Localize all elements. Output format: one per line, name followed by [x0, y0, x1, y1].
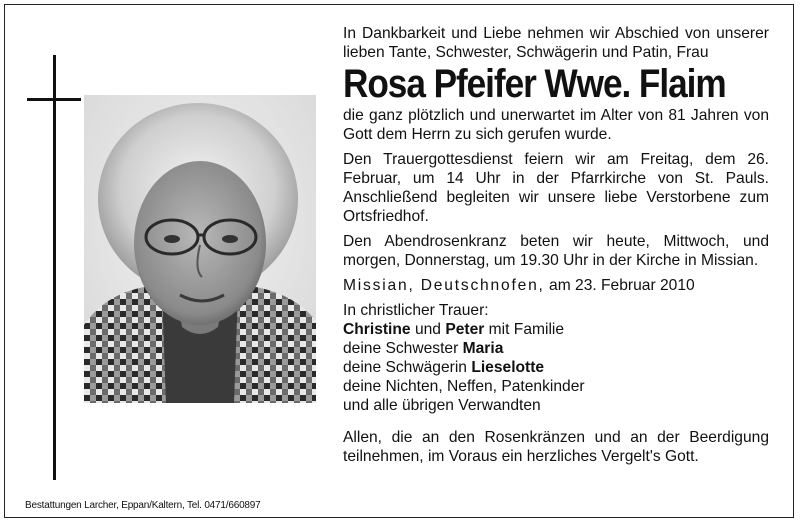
mourner-line: deine Schwester Maria: [343, 340, 504, 357]
intro-text: In Dankbarkeit und Liebe nehmen wir Abschied von unserer lieben Tante, Schwester, Schwägerin und Patin, Frau: [343, 25, 769, 61]
mourners-list: [343, 301, 769, 415]
deceased-name: Rosa Pfeifer Wwe. Flaim: [343, 62, 726, 106]
funeral-home-credit: Bestattungen Larcher, Eppan/Kaltern, Tel. 0471/660897: [25, 500, 261, 511]
mourner-line: deine Nichten, Neffen, Patenkinder: [343, 378, 585, 395]
mourner-name: Peter: [445, 321, 485, 338]
place-date-line: [343, 276, 769, 295]
mourner-name: Maria: [462, 340, 504, 357]
paragraph-rosary: Den Abendrosenkranz beten wir heute, Mittwoch, und morgen, Donnerstag, um 19.30 Uhr in der Kirche in Missian.: [343, 233, 769, 269]
mourner-line: deine Schwägerin Lieselotte: [343, 359, 545, 376]
cross-horizontal-bar: [27, 98, 81, 101]
cross-vertical-bar: [53, 55, 56, 480]
mourner-name: Lieselotte: [471, 359, 545, 376]
thanks-text: Allen, die an den Rosenkränzen und an der Beerdigung teilnehmen, im Voraus ein herzliches Vergelt's Gott.: [343, 429, 769, 465]
place-names: Missian, Deutschnofen,: [343, 277, 545, 294]
mourner-line: und alle übrigen Verwandten: [343, 397, 541, 414]
mourner-name: Christine: [343, 321, 411, 338]
mourners-heading: In christlicher Trauer:: [343, 302, 489, 319]
obituary-text: [343, 24, 769, 466]
mourner-line: Christine und Peter mit Familie: [343, 321, 565, 338]
portrait-photo: [84, 95, 316, 403]
paragraph-passing: die ganz plötzlich und unerwartet im Alter von 81 Jahren von Gott dem Herrn zu sich gerufen wurde.: [343, 107, 769, 143]
date-text: am 23. Februar 2010: [549, 277, 695, 294]
paragraph-funeral: Den Trauergottesdienst feiern wir am Freitag, dem 26. Februar, um 14 Uhr in der Pfarrkirche von St. Pauls. Anschließend begleiten wir unsere liebe Verstorbene zum Ortsfriedhof.: [343, 151, 769, 225]
